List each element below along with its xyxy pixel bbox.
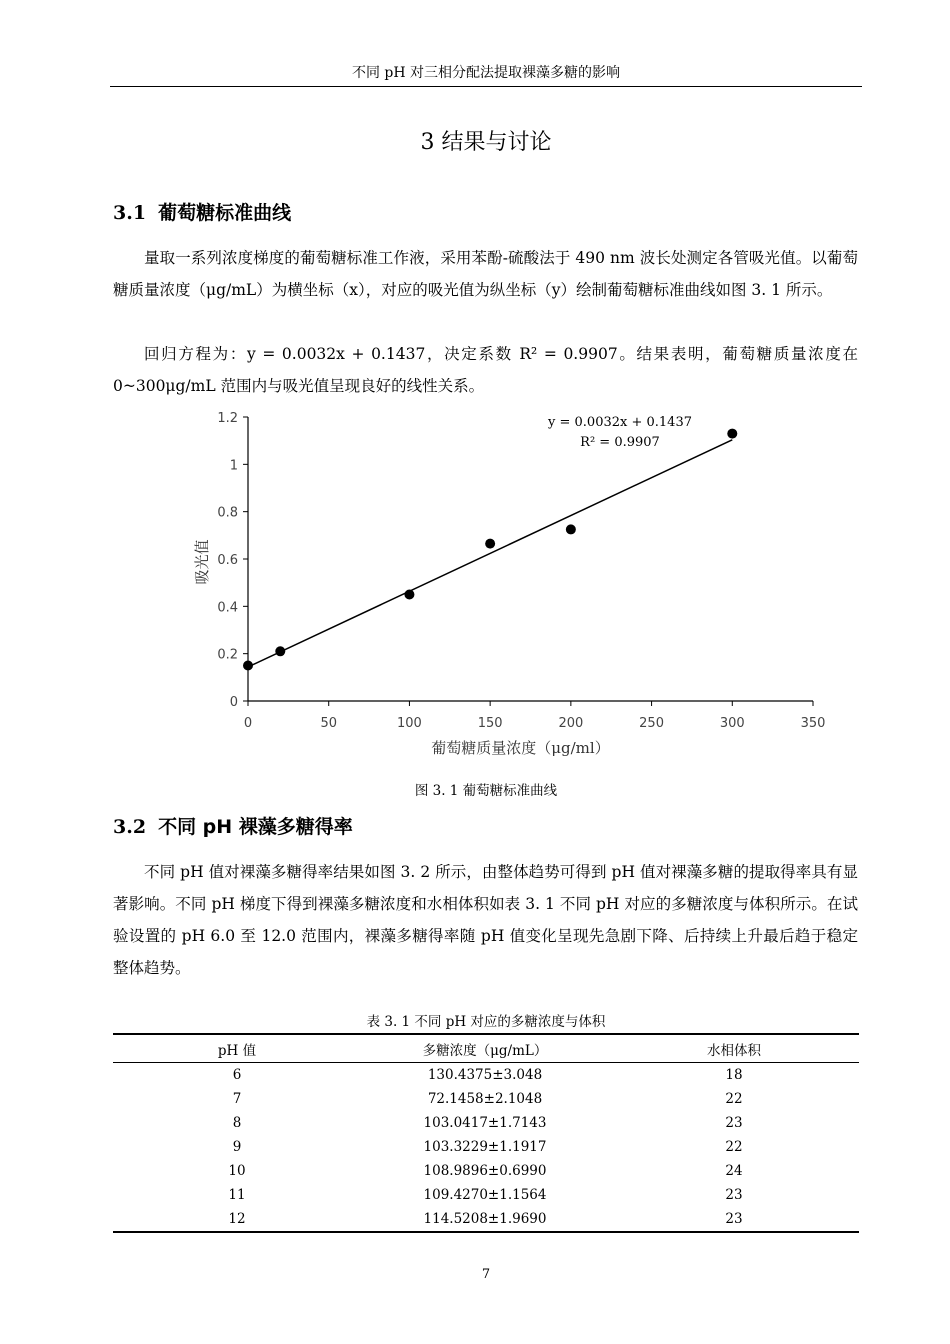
y-tick-label: 1.2	[217, 411, 238, 426]
x-axis-label: 葡萄糖质量浓度（μg/ml）	[431, 739, 610, 757]
table-row	[113, 1159, 859, 1183]
table-cell: 130.4375±3.048	[427, 1067, 543, 1083]
section-heading-3-2	[113, 814, 353, 840]
table-cell: 10	[228, 1163, 246, 1179]
x-tick-label: 50	[320, 716, 337, 731]
section-title-text: 葡萄糖标准曲线	[158, 202, 292, 224]
body-paragraph: 回归方程为：y = 0.0032x + 0.1437，决定系数 R² = 0.9907。结果表明，葡萄糖质量浓度在 0~300μg/mL 范围内与吸光值呈现良好的线性关系。	[113, 345, 858, 395]
table-cell: 109.4270±1.1564	[423, 1187, 547, 1203]
section-number: 3.2	[113, 816, 147, 838]
table-cell: 103.3229±1.1917	[423, 1139, 547, 1155]
section-heading-3-1	[113, 200, 291, 226]
table-cell: 23	[725, 1115, 743, 1131]
y-tick-label: 0.4	[217, 600, 238, 616]
data-point	[485, 539, 495, 549]
table-cell: 23	[609, 1207, 859, 1232]
column-header: 水相体积	[609, 1034, 859, 1063]
y-tick-label: 1	[229, 458, 238, 474]
data-table	[113, 1033, 859, 1233]
x-tick-label: 100	[397, 716, 422, 731]
table-cell: 11	[228, 1187, 246, 1203]
table-row	[113, 1135, 859, 1159]
x-tick-label: 0	[243, 716, 253, 731]
column-header: pH 值	[113, 1034, 361, 1063]
table-cell: 72.1458±2.1048	[427, 1091, 543, 1107]
table-cell: 18	[725, 1067, 743, 1083]
data-point	[566, 524, 576, 534]
table-cell: 6	[232, 1067, 242, 1083]
table-row	[113, 1063, 859, 1088]
x-tick-label: 350	[800, 716, 826, 731]
chapter-title: 3 结果与讨论	[420, 130, 552, 155]
y-tick-label: 0	[229, 695, 238, 710]
data-point	[243, 661, 253, 671]
x-tick-label: 150	[477, 716, 503, 731]
table-cell: 23	[725, 1187, 743, 1203]
standard-curve-chart	[180, 400, 840, 770]
x-tick-label: 250	[639, 716, 664, 731]
table-cell: 8	[232, 1115, 242, 1131]
table-cell: 12	[113, 1207, 361, 1232]
page-number: 7	[481, 1267, 491, 1282]
data-point	[404, 590, 414, 600]
table-cell: 22	[725, 1091, 743, 1107]
running-header: 不同 pH 对三相分配法提取裸藻多糖的影响	[351, 65, 621, 81]
table-row	[113, 1111, 859, 1135]
r-squared-label: R² = 0.9907	[580, 435, 660, 450]
table-cell: 7	[232, 1091, 242, 1107]
x-tick-label: 300	[719, 716, 745, 731]
trendline-equation: y = 0.0032x + 0.1437	[548, 415, 692, 430]
table-caption: 表 3. 1 不同 pH 对应的多糖浓度与体积	[366, 1014, 606, 1030]
table-row	[113, 1183, 859, 1207]
table-row	[113, 1207, 859, 1232]
y-tick-label: 0.8	[217, 505, 238, 521]
data-point	[727, 429, 737, 439]
table-header-row	[113, 1034, 859, 1063]
data-point	[275, 646, 285, 656]
y-tick-label: 0.2	[217, 647, 238, 663]
table-cell: 114.5208±1.9690	[361, 1207, 609, 1232]
y-tick-label: 0.6	[217, 553, 238, 568]
x-tick-label: 200	[558, 716, 584, 731]
table-row	[113, 1087, 859, 1111]
y-axis-label: 吸光值	[193, 539, 211, 585]
column-header: 多糖浓度（μg/mL）	[361, 1034, 609, 1063]
trendline	[248, 440, 732, 667]
section-number: 3.1	[113, 202, 147, 224]
table-cell: 103.0417±1.7143	[423, 1115, 547, 1131]
figure-caption: 图 3. 1 葡萄糖标准曲线	[414, 783, 558, 799]
header-rule	[110, 86, 862, 87]
section-title-text: 不同 pH 裸藻多糖得率	[158, 816, 353, 838]
table-cell: 24	[725, 1163, 743, 1179]
table-cell: 9	[232, 1139, 242, 1155]
body-paragraph: 不同 pH 值对裸藻多糖得率结果如图 3. 2 所示，由整体趋势可得到 pH 值对裸藻多糖的提取得率具有显著影响。不同 pH 梯度下得到裸藻多糖浓度和水相体积如表 3. 1 不同 pH 对应的多糖浓度与体积所示。在试验设置的 pH 6.0 至 12.0 范围内，裸藻多糖得率随 pH 值变化呈现先急剧下降、后持续上升最后趋于稳定整体趋势。	[113, 863, 858, 977]
body-paragraph: 量取一系列浓度梯度的葡萄糖标准工作液，采用苯酚-硫酸法于 490 nm 波长处测定各管吸光值。以葡萄糖质量浓度（μg/mL）为横坐标（x），对应的吸光值为纵坐标（y）绘制葡萄糖标准曲线如图 3. 1 所示。	[113, 249, 858, 299]
table-cell: 22	[725, 1139, 743, 1155]
table-cell: 108.9896±0.6990	[423, 1163, 547, 1179]
